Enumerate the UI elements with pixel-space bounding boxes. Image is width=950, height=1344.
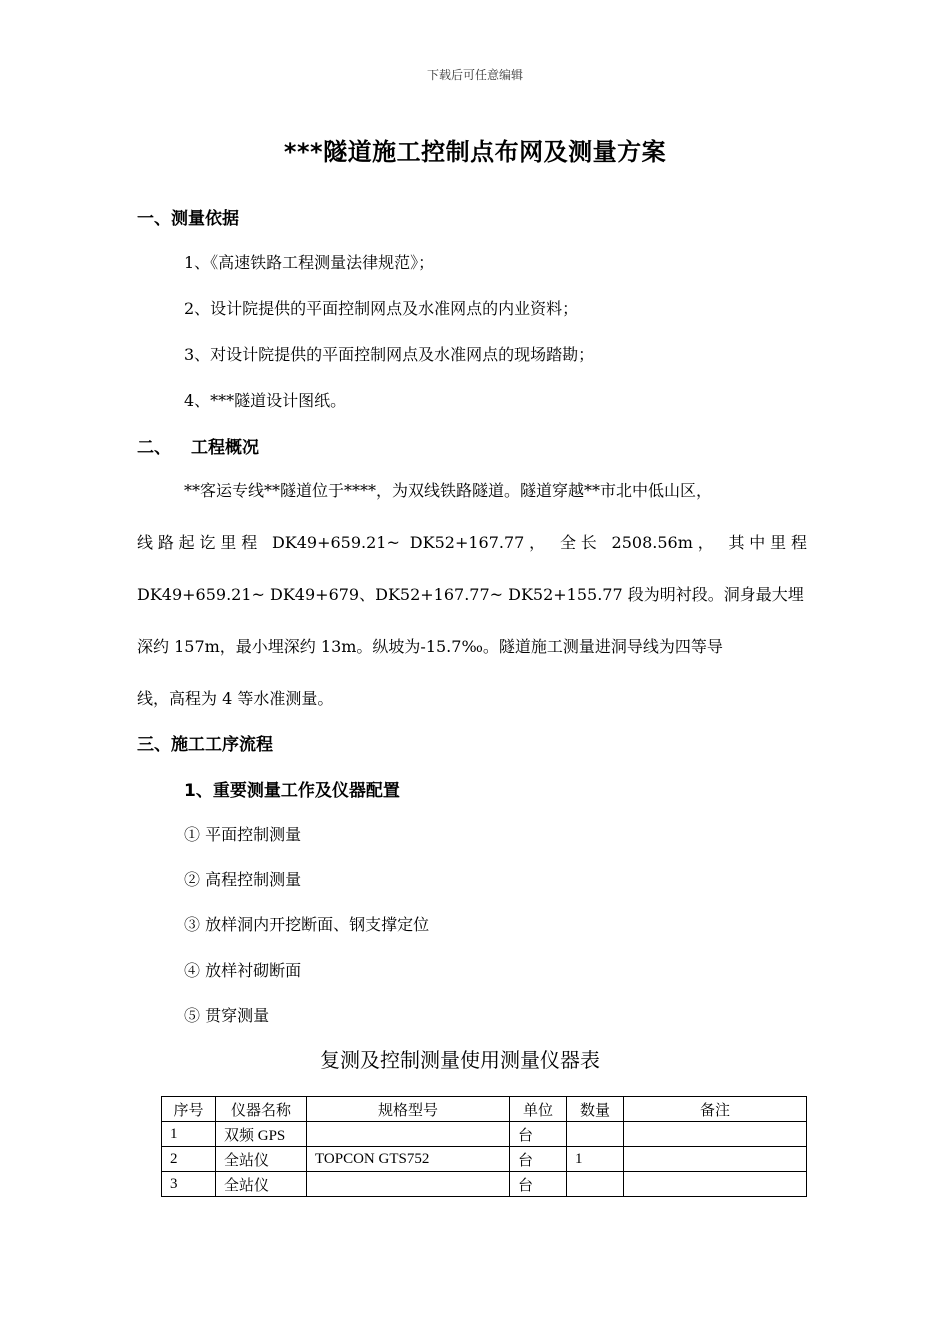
cell-qty xyxy=(567,1122,624,1147)
section2-line-4: 深约 157m，最小埋深约 13m。纵坡为-15.7‰。隧道施工测量进洞导线为四等导 xyxy=(137,637,723,656)
section3-item-3: ③ 放样洞内开挖断面、钢支撑定位 xyxy=(184,915,430,934)
cell-unit: 台 xyxy=(510,1122,567,1147)
table-row xyxy=(162,1147,807,1172)
section2-line-5: 线，高程为 4 等水准测量。 xyxy=(137,689,334,708)
cell-name: 全站仪 xyxy=(216,1172,307,1197)
section1-item-1: 1、《高速铁路工程测量法律规范》； xyxy=(184,253,435,272)
col-header-remarks: 备注 xyxy=(624,1097,807,1122)
section3-subheading: 1、重要测量工作及仪器配置 xyxy=(184,781,400,801)
table-title: 复测及控制测量使用测量仪器表 xyxy=(320,1048,600,1072)
section3-item-4: ④ 放样衬砌断面 xyxy=(184,961,302,980)
table-row xyxy=(162,1172,807,1197)
cell-unit: 台 xyxy=(510,1147,567,1172)
section1-item-3: 3、对设计院提供的平面控制网点及水准网点的现场踏勘； xyxy=(184,345,595,364)
cell-index: 3 xyxy=(162,1172,216,1197)
section3-item-1: ① 平面控制测量 xyxy=(184,825,302,844)
cell-name: 全站仪 xyxy=(216,1147,307,1172)
cell-remarks xyxy=(624,1147,807,1172)
col-header-qty: 数量 xyxy=(567,1097,624,1122)
col-header-model: 规格型号 xyxy=(307,1097,510,1122)
col-header-index: 序号 xyxy=(162,1097,216,1122)
table-header-row xyxy=(162,1097,807,1122)
section3-heading: 三、施工工序流程 xyxy=(137,735,273,755)
table-row xyxy=(162,1122,807,1147)
section1-item-2: 2、设计院提供的平面控制网点及水准网点的内业资料； xyxy=(184,299,579,318)
cell-index: 1 xyxy=(162,1122,216,1147)
document-title: ***隧道施工控制点布网及测量方案 xyxy=(283,138,667,166)
section2-line-2: 线路起讫里程 DK49+659.21~ DK52+167.77， 全长 2508.56m， 其中里程 xyxy=(137,533,807,552)
col-header-unit: 单位 xyxy=(510,1097,567,1122)
cell-qty xyxy=(567,1172,624,1197)
section1-heading: 一、测量依据 xyxy=(137,209,239,229)
section2-heading-text: 工程概况 xyxy=(191,438,259,458)
section3-item-2: ② 高程控制测量 xyxy=(184,870,302,889)
instrument-table xyxy=(161,1096,807,1197)
section2-heading-num: 二、 xyxy=(137,438,171,458)
header-note: 下载后可任意编辑 xyxy=(426,68,523,82)
section3-item-5: ⑤ 贯穿测量 xyxy=(184,1006,270,1025)
cell-model: TOPCON GTS752 xyxy=(307,1147,510,1172)
cell-index: 2 xyxy=(162,1147,216,1172)
section1-item-4: 4、***隧道设计图纸。 xyxy=(184,391,347,410)
cell-model xyxy=(307,1172,510,1197)
cell-remarks xyxy=(624,1122,807,1147)
cell-qty: 1 xyxy=(567,1147,624,1172)
section2-line-3: DK49+659.21~ DK49+679、DK52+167.77~ DK52+155.77 段为明衬段。洞身最大埋 xyxy=(137,585,804,604)
col-header-name: 仪器名称 xyxy=(216,1097,307,1122)
cell-model xyxy=(307,1122,510,1147)
cell-unit: 台 xyxy=(510,1172,567,1197)
section2-heading xyxy=(137,433,259,458)
cell-name: 双频 GPS xyxy=(216,1122,307,1147)
section2-line-1: **客运专线**隧道位于****，为双线铁路隧道。隧道穿越**市北中低山区， xyxy=(184,481,713,500)
cell-remarks xyxy=(624,1172,807,1197)
